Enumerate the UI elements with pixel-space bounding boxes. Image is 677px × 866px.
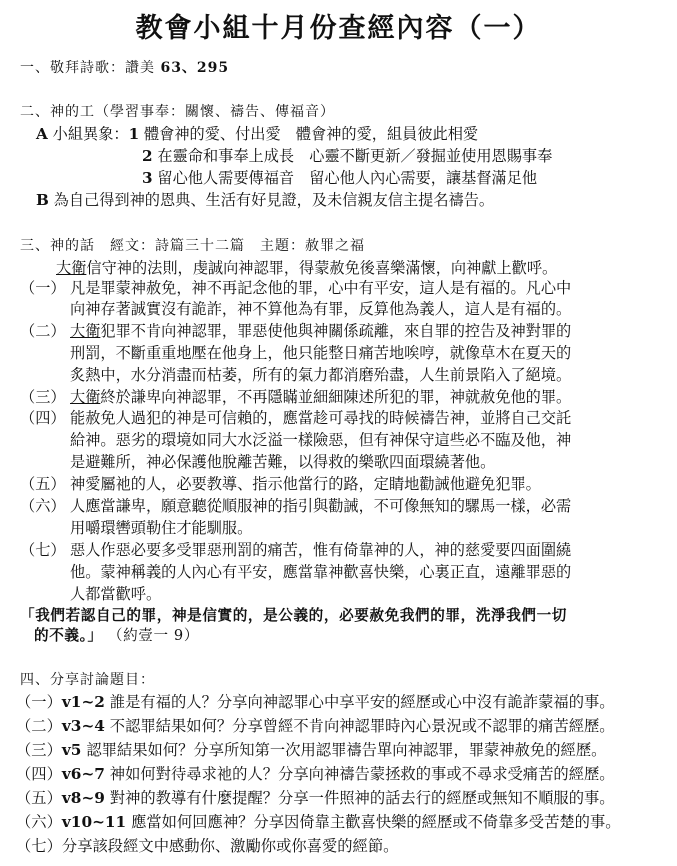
item-number: （五） — [20, 475, 66, 493]
item-line: 向神存著誠實沒有詭詐，神不算他為有罪，反算他為義人，這人是有福的。 — [70, 300, 572, 318]
vision-number: 1 — [128, 125, 140, 143]
item-line: 炙熱中，水分消盡而枯萎，所有的氣力都消磨殆盡，人生前景陷入了絕境。 — [70, 366, 572, 384]
question-text: 不認罪結果如何？分享曾經不肯向神認罪時內心景況或不認罪的痛苦經歷。 — [109, 717, 615, 735]
item-number: （四） — [20, 409, 66, 427]
question-text: 分享該段經文中感動你、激勵你或你喜愛的經節。 — [61, 837, 399, 855]
question-text: 對神的教導有什麼提醒？分享一件照神的話去行的經歷或無知不順服的事。 — [109, 789, 615, 807]
scripture-reference: （約壹一 9） — [107, 627, 200, 644]
question-text: 誰是有福的人？分享向神認罪心中享平安的經歷或心中沒有詭詐蒙福的事。 — [109, 693, 615, 711]
item-line: 刑罰，不斷重重地壓在他身上，他只能整日痛苦地唉哼，就像草木在夏天的 — [70, 344, 572, 362]
question-number: （三） — [16, 741, 62, 759]
item-number: （三） — [20, 388, 66, 406]
section-worship-songs — [20, 58, 229, 78]
discussion-question — [16, 788, 615, 808]
item-line: 用嚼環轡頭勒住才能馴服。 — [70, 519, 253, 537]
item-number: （一） — [20, 279, 66, 297]
item-line: 人都當歡呼。 — [70, 585, 162, 603]
item-number: （二） — [20, 322, 66, 340]
prayer-row — [36, 190, 494, 210]
question-number: （四） — [16, 765, 62, 783]
item-line: 給神。惡劣的環境如同大水泛溢一樣險惡，但有神保守這些必不臨及他，神 — [70, 431, 572, 449]
name-david: 大衛 — [70, 322, 101, 340]
vision-text: 在靈命和事奉上成長 心靈不斷更新／發掘並使用恩賜事奉 — [157, 147, 553, 165]
item-line-text: 犯罪不肯向神認罪，罪惡使他與神關係疏離，來自罪的控告及神對罪的 — [100, 322, 572, 340]
vision-text: 留心他人需要傳福音 留心他人內心需要，讓基督滿足他 — [157, 169, 538, 187]
item-line: 他。蒙神稱義的人內心有平安，應當靠神歡喜快樂，心裏正直，遠離罪惡的 — [70, 563, 572, 581]
question-number: （六） — [16, 813, 62, 831]
item-line: 惡人作惡必要多受罪惡刑罰的痛苦，惟有倚靠神的人，神的慈愛要四面圍繞 — [70, 541, 572, 559]
discussion-question — [16, 812, 621, 832]
item-number: （七） — [20, 541, 66, 559]
vision-title: 小組異象： — [52, 125, 129, 143]
scripture-quote-line — [34, 626, 199, 646]
question-text: 認罪結果如何？分享所知第一次用認罪禱告單向神認罪，罪蒙神赦免的經歷。 — [86, 741, 607, 759]
question-number: （五） — [16, 789, 62, 807]
question-number: （二） — [16, 717, 62, 735]
item-line — [70, 387, 571, 407]
discussion-question — [16, 692, 615, 712]
item-line-text: 終於謙卑向神認罪，不再隱瞞並細細陳述所犯的罪，神就赦免他的罪。 — [100, 388, 572, 406]
item-line: 神愛屬祂的人，必要教導、指示他當行的路，定睛地勸誡他避免犯罪。 — [70, 475, 541, 493]
section-heading: 二、神的工（學習事奉：關懷、禱告、傳福音） — [20, 104, 335, 120]
item-line — [70, 321, 571, 341]
question-verse: v10~11 — [61, 813, 127, 831]
document-title: 教會小組十月份查經內容（一） — [135, 13, 542, 44]
question-number: （一） — [16, 693, 62, 711]
section-heading: 一、敬拜詩歌：讚美 — [20, 60, 155, 76]
question-verse: v5 — [61, 741, 82, 759]
section-heading: 四、分享討論題目： — [20, 672, 155, 688]
question-verse: v8~9 — [61, 789, 105, 807]
item-line: 能赦免人過犯的神是可信賴的，應當趁可尋找的時候禱告神，並將自己交託 — [70, 409, 572, 427]
discussion-question — [16, 740, 606, 760]
discussion-question — [16, 836, 398, 856]
prayer-text: 為自己得到神的恩典、生活有好見證，及未信親友信主提名禱告。 — [53, 191, 495, 209]
name-david: 大衛 — [56, 259, 87, 277]
vision-text: 體會神的愛、付出愛 體會神的愛，組員彼此相愛 — [143, 125, 479, 143]
intro-paragraph — [56, 258, 557, 278]
discussion-question — [16, 716, 615, 736]
item-line: 凡是罪蒙神赦免，神不再記念他的罪，心中有平安，這人是有福的。凡心中 — [70, 279, 572, 297]
vision-row-1 — [36, 124, 478, 144]
vision-row-3 — [142, 168, 537, 188]
vision-number: 3 — [142, 169, 153, 187]
intro-text: 信守神的法則，虔誠向神認罪，得蒙赦免後喜樂滿懷，向神獻上歡呼。 — [86, 259, 558, 277]
prayer-label: B — [36, 191, 49, 209]
question-verse: v1~2 — [61, 693, 105, 711]
discussion-question — [16, 764, 615, 784]
section-heading: 三、神的話 經文：詩篇三十二篇 主題：赦罪之福 — [20, 238, 365, 254]
quote-end: 的不義。」 — [34, 627, 103, 644]
vision-row-2 — [142, 146, 552, 166]
item-line: 人應當謙卑，願意聽從順服神的指引與勸誡，不可像無知的騾馬一樣，必需 — [70, 497, 572, 515]
question-verse: v3~4 — [61, 717, 105, 735]
item-line: 是避難所，神必保護他脫離苦難，以得救的樂歌四面環繞著他。 — [70, 453, 496, 471]
vision-label: A — [36, 125, 48, 143]
item-number: （六） — [20, 497, 66, 515]
song-numbers: 63、295 — [160, 60, 230, 76]
question-verse: v6~7 — [61, 765, 105, 783]
question-text: 神如何對待尋求祂的人？分享向神禱告蒙拯救的事或不尋求受痛苦的經歷。 — [109, 765, 615, 783]
question-text: 應當如何回應神？分享因倚靠主歡喜快樂的經歷或不倚靠多受苦楚的事。 — [131, 813, 621, 831]
question-number: （七） — [16, 837, 62, 855]
name-david: 大衛 — [70, 388, 101, 406]
vision-number: 2 — [142, 147, 153, 165]
scripture-quote-line: 「我們若認自己的罪，神是信實的，是公義的，必要赦免我們的罪，洗淨我們一切 — [20, 607, 567, 624]
